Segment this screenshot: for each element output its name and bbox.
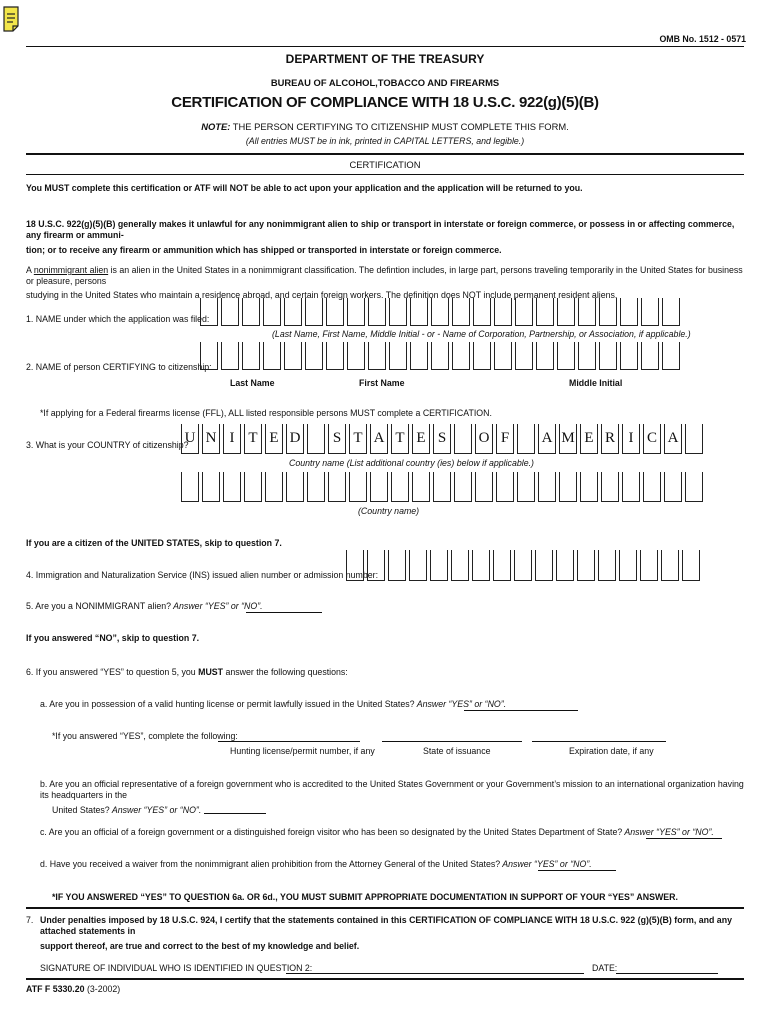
q6-label-a: 6. If you answered “YES” to question 5, you bbox=[26, 667, 199, 677]
q6b-label bbox=[40, 779, 750, 816]
q3-label: 3. What is your COUNTRY of citizenship? bbox=[26, 440, 189, 450]
char-box[interactable]: N bbox=[202, 424, 220, 454]
q7-number: 7. bbox=[26, 915, 34, 925]
char-box[interactable] bbox=[284, 298, 302, 326]
char-box[interactable]: A bbox=[538, 424, 556, 454]
char-box[interactable] bbox=[494, 342, 512, 370]
char-box[interactable] bbox=[307, 472, 325, 502]
char-box[interactable] bbox=[622, 472, 640, 502]
char-box[interactable] bbox=[515, 342, 533, 370]
q6a-answer-hint: Answer “YES” or “NO”. bbox=[414, 699, 507, 709]
ffl-note: *If applying for a Federal firearms license (FFL), ALL listed responsible persons MUST complete a CERTIFICATION. bbox=[40, 408, 492, 418]
form-number bbox=[26, 984, 120, 994]
char-box[interactable] bbox=[620, 342, 638, 370]
q6a-answer-field[interactable] bbox=[464, 700, 578, 711]
char-box[interactable] bbox=[682, 550, 700, 581]
rule-section-top bbox=[26, 153, 744, 155]
char-box[interactable] bbox=[307, 424, 325, 454]
q6d-answer-field[interactable] bbox=[538, 860, 616, 871]
definition-line-2: studying in the United States who maintain a residence abroad, and certain foreign workers. The definition does NOT include permanent resident aliens. bbox=[26, 290, 618, 300]
char-box[interactable] bbox=[473, 298, 491, 326]
rule-section-bottom bbox=[26, 174, 744, 175]
char-box[interactable] bbox=[578, 298, 596, 326]
char-box[interactable] bbox=[559, 472, 577, 502]
char-box[interactable] bbox=[367, 550, 385, 581]
char-box[interactable] bbox=[286, 472, 304, 502]
char-box[interactable] bbox=[452, 298, 470, 326]
char-box[interactable] bbox=[454, 424, 472, 454]
q6a-label bbox=[40, 699, 506, 709]
char-box[interactable]: A bbox=[370, 424, 388, 454]
char-box[interactable]: U bbox=[181, 424, 199, 454]
char-box[interactable]: E bbox=[412, 424, 430, 454]
char-box[interactable] bbox=[452, 342, 470, 370]
char-box[interactable] bbox=[451, 550, 469, 581]
char-box[interactable] bbox=[368, 298, 386, 326]
char-box[interactable]: I bbox=[223, 424, 241, 454]
rule-q7 bbox=[26, 907, 744, 909]
char-box[interactable] bbox=[577, 550, 595, 581]
char-box[interactable] bbox=[494, 298, 512, 326]
q6b-answer-hint: Answer “YES” or “NO”. bbox=[109, 805, 202, 815]
form-revision: (3-2002) bbox=[84, 984, 121, 994]
q6-label-must: MUST bbox=[198, 667, 224, 677]
char-box[interactable] bbox=[601, 472, 619, 502]
char-box[interactable] bbox=[641, 298, 659, 326]
q1-label: 1. NAME under which the application was filed: bbox=[26, 314, 210, 324]
q3-additional-country-boxes[interactable] bbox=[181, 472, 706, 502]
char-box[interactable]: E bbox=[265, 424, 283, 454]
q5-question: 5. Are you a NONIMMIGRANT alien? bbox=[26, 601, 172, 611]
q6d-answer-hint: Answer “YES” or “NO”. bbox=[500, 859, 592, 869]
q4-alien-number-boxes[interactable] bbox=[346, 550, 703, 581]
char-box[interactable] bbox=[200, 298, 218, 326]
char-box[interactable] bbox=[496, 472, 514, 502]
char-box[interactable] bbox=[223, 472, 241, 502]
signature-label: SIGNATURE OF INDIVIDUAL WHO IS IDENTIFIED IN QUESTION 2: bbox=[40, 963, 313, 973]
char-box[interactable] bbox=[221, 342, 239, 370]
form-id: ATF F 5330.20 bbox=[26, 984, 85, 994]
char-box[interactable] bbox=[580, 472, 598, 502]
char-box[interactable] bbox=[410, 342, 428, 370]
q2-last-name: Last Name bbox=[230, 378, 275, 388]
char-box[interactable] bbox=[599, 342, 617, 370]
char-box[interactable] bbox=[221, 298, 239, 326]
bottom-rule bbox=[26, 978, 744, 980]
char-box[interactable] bbox=[326, 298, 344, 326]
char-box[interactable] bbox=[412, 472, 430, 502]
top-rule bbox=[26, 46, 744, 47]
char-box[interactable]: F bbox=[496, 424, 514, 454]
note-label: NOTE: bbox=[201, 121, 231, 132]
char-box[interactable] bbox=[619, 550, 637, 581]
char-box[interactable] bbox=[641, 342, 659, 370]
entries-note: (All entries MUST be in ink, printed in CAPITAL LETTERS, and legible.) bbox=[245, 136, 525, 146]
state-of-issuance-field[interactable] bbox=[382, 731, 522, 742]
definition-term: nonimmigrant alien bbox=[33, 265, 109, 275]
expiration-date-field[interactable] bbox=[532, 731, 666, 742]
char-box[interactable] bbox=[514, 550, 532, 581]
char-box[interactable] bbox=[640, 550, 658, 581]
q2-label: 2. NAME of person CERTIFYING to citizenship: bbox=[26, 362, 212, 372]
char-box[interactable] bbox=[517, 472, 535, 502]
char-box[interactable]: I bbox=[622, 424, 640, 454]
char-box[interactable] bbox=[430, 550, 448, 581]
char-box[interactable] bbox=[454, 472, 472, 502]
char-box[interactable] bbox=[536, 298, 554, 326]
char-box[interactable] bbox=[389, 342, 407, 370]
q3-hint-2: (Country name) bbox=[358, 506, 420, 516]
char-box[interactable] bbox=[662, 298, 680, 326]
definition-rest: is an alien in the United States in a nonimmigrant classification. The defintion includes, in large part, persons traveling temporarily in the United States for business or pleasure, persons bbox=[26, 265, 743, 286]
char-box[interactable] bbox=[410, 298, 428, 326]
q6b-line-1: b. Are you an official representative of a foreign government who is accredited to the United States Government or your Government’s mission to an international organization having its headquarters in the bbox=[40, 779, 744, 800]
char-box[interactable] bbox=[200, 342, 218, 370]
q6d-question: d. Have you received a waiver from the nonimmigrant alien prohibition from the Attorney General of the United States? bbox=[40, 859, 501, 869]
char-box[interactable]: C bbox=[643, 424, 661, 454]
char-box[interactable] bbox=[685, 472, 703, 502]
q6c-label bbox=[40, 827, 714, 837]
char-box[interactable]: T bbox=[244, 424, 262, 454]
char-box[interactable]: A bbox=[664, 424, 682, 454]
expiration-date-label: Expiration date, if any bbox=[569, 746, 654, 756]
q2-middle-initial: Middle Initial bbox=[569, 378, 623, 388]
q3-hint: Country name (List additional country (ies) below if applicable.) bbox=[289, 458, 534, 468]
char-box[interactable]: O bbox=[475, 424, 493, 454]
definition-a: A bbox=[26, 265, 34, 275]
char-box[interactable] bbox=[620, 298, 638, 326]
q6-label-b: answer the following questions: bbox=[223, 667, 348, 677]
q6a-question: a. Are you in possession of a valid hunting license or permit lawfully issued in the United States? bbox=[40, 699, 415, 709]
q6b-question-end: United States? bbox=[52, 805, 110, 815]
char-box[interactable] bbox=[242, 298, 260, 326]
char-box[interactable]: R bbox=[601, 424, 619, 454]
char-box[interactable] bbox=[538, 472, 556, 502]
q6c-answer-hint: Answer “YES” or “NO”. bbox=[622, 827, 714, 837]
q6a-yes-complete: *If you answered “YES”, complete the following: bbox=[52, 731, 238, 741]
char-box[interactable] bbox=[391, 472, 409, 502]
char-box[interactable] bbox=[433, 472, 451, 502]
char-box[interactable] bbox=[557, 298, 575, 326]
char-box[interactable] bbox=[346, 550, 364, 581]
char-box[interactable] bbox=[664, 472, 682, 502]
department-title: DEPARTMENT OF THE TREASURY bbox=[285, 52, 485, 66]
law-text bbox=[26, 219, 746, 256]
char-box[interactable]: S bbox=[433, 424, 451, 454]
q6c-answer-field[interactable] bbox=[646, 828, 722, 839]
char-box[interactable]: T bbox=[349, 424, 367, 454]
q5-label bbox=[26, 601, 263, 611]
char-box[interactable] bbox=[305, 342, 323, 370]
char-box[interactable] bbox=[475, 472, 493, 502]
char-box[interactable] bbox=[368, 342, 386, 370]
char-box[interactable] bbox=[347, 342, 365, 370]
char-box[interactable] bbox=[244, 472, 262, 502]
char-box[interactable]: M bbox=[559, 424, 577, 454]
char-box[interactable] bbox=[535, 550, 553, 581]
char-box[interactable] bbox=[598, 550, 616, 581]
q1-name-boxes[interactable] bbox=[200, 298, 683, 326]
q5-answer-field[interactable] bbox=[246, 602, 322, 613]
must-complete-text: You MUST complete this certification or ATF will NOT be able to act upon your application and the application will be returned to you. bbox=[26, 183, 583, 193]
char-box[interactable] bbox=[284, 342, 302, 370]
form-note bbox=[26, 121, 744, 132]
char-box[interactable] bbox=[202, 472, 220, 502]
char-box[interactable] bbox=[515, 298, 533, 326]
date-label: DATE: bbox=[592, 963, 618, 973]
char-box[interactable]: S bbox=[328, 424, 346, 454]
q3-country-boxes[interactable] bbox=[181, 424, 706, 454]
q7-statement bbox=[40, 915, 750, 952]
char-box[interactable] bbox=[473, 342, 491, 370]
char-box[interactable] bbox=[556, 550, 574, 581]
char-box[interactable]: D bbox=[286, 424, 304, 454]
state-of-issuance-label: State of issuance bbox=[423, 746, 491, 756]
q4-label: 4. Immigration and Naturalization Service (INS) issued alien number or admission number: bbox=[26, 570, 379, 580]
law-line-1: 18 U.S.C. 922(g)(5)(B) generally makes it unlawful for any nonimmigrant alien to ship or transport in interstate or foreign commerce, or possess in or affecting commerce, any firearm or ammuni- bbox=[26, 219, 735, 240]
q7-line-1: Under penalties imposed by 18 U.S.C. 924, I certify that the statements contained in this CERTIFICATION OF COMPLIANCE WITH 18 U.S.C. 922 (g)(5)(B) form, and any attached statements in bbox=[40, 915, 732, 936]
char-box[interactable] bbox=[305, 298, 323, 326]
char-box[interactable] bbox=[263, 298, 281, 326]
q7-line-2: support thereof, are true and correct to the best of my knowledge and belief. bbox=[40, 941, 360, 951]
law-line-2: tion; or to receive any firearm or ammunition which has shipped or transported in interstate or foreign commerce. bbox=[26, 245, 502, 255]
q6b-line-2 bbox=[40, 805, 750, 816]
q2-first-name: First Name bbox=[359, 378, 405, 388]
note-icon[interactable] bbox=[3, 6, 19, 32]
char-box[interactable] bbox=[328, 472, 346, 502]
char-box[interactable] bbox=[685, 424, 703, 454]
definition-text bbox=[26, 265, 746, 301]
skip-to-7-text: If you are a citizen of the UNITED STATES, skip to question 7. bbox=[26, 538, 282, 548]
char-box[interactable] bbox=[643, 472, 661, 502]
char-box[interactable] bbox=[242, 342, 260, 370]
char-box[interactable] bbox=[493, 550, 511, 581]
char-box[interactable]: E bbox=[580, 424, 598, 454]
bureau-title: BUREAU OF ALCOHOL,TOBACCO AND FIREARMS bbox=[270, 77, 500, 88]
q5-answer-hint: Answer “YES” or “NO”. bbox=[171, 601, 263, 611]
char-box[interactable] bbox=[599, 298, 617, 326]
omb-number: OMB No. 1512 - 0571 bbox=[659, 34, 746, 44]
char-box[interactable] bbox=[388, 550, 406, 581]
char-box[interactable] bbox=[661, 550, 679, 581]
q2-name-boxes[interactable] bbox=[200, 342, 683, 370]
char-box[interactable] bbox=[326, 342, 344, 370]
char-box[interactable] bbox=[431, 342, 449, 370]
char-box[interactable] bbox=[349, 472, 367, 502]
date-field[interactable] bbox=[616, 963, 718, 974]
char-box[interactable] bbox=[370, 472, 388, 502]
char-box[interactable] bbox=[409, 550, 427, 581]
q6d-label bbox=[40, 859, 592, 869]
q6-label bbox=[26, 667, 348, 677]
char-box[interactable] bbox=[347, 298, 365, 326]
hunting-license-field[interactable] bbox=[218, 731, 360, 742]
signature-field[interactable] bbox=[286, 963, 584, 974]
char-box[interactable] bbox=[517, 424, 535, 454]
char-box[interactable] bbox=[265, 472, 283, 502]
char-box[interactable] bbox=[557, 342, 575, 370]
q6c-question: c. Are you an official of a foreign government or a distinguished foreign visitor who has been so designated by the United States Department of State? bbox=[40, 827, 623, 837]
q6-warning: *IF YOU ANSWERED “YES” TO QUESTION 6a. OR 6d., YOU MUST SUBMIT APPROPRIATE DOCUMENTATION IN SUPPORT OF YOUR “YES” ANSWER. bbox=[52, 892, 678, 902]
char-box[interactable] bbox=[662, 342, 680, 370]
skip-no-text: If you answered “NO”, skip to question 7. bbox=[26, 633, 200, 643]
q1-hint: (Last Name, First Name, Middle Initial - or - Name of Corporation, Partnership, or Association, if applicable.) bbox=[272, 329, 691, 339]
hunting-license-label: Hunting license/permit number, if any bbox=[230, 746, 375, 756]
char-box[interactable] bbox=[578, 342, 596, 370]
char-box[interactable] bbox=[181, 472, 199, 502]
q6b-answer-field[interactable] bbox=[204, 803, 266, 814]
char-box[interactable] bbox=[536, 342, 554, 370]
char-box[interactable]: T bbox=[391, 424, 409, 454]
section-title: CERTIFICATION bbox=[349, 159, 421, 170]
form-title: CERTIFICATION OF COMPLIANCE WITH 18 U.S.C. 922(g)(5)(B) bbox=[171, 94, 599, 111]
char-box[interactable] bbox=[263, 342, 281, 370]
note-text: THE PERSON CERTIFYING TO CITIZENSHIP MUST COMPLETE THIS FORM. bbox=[230, 121, 569, 132]
char-box[interactable] bbox=[389, 298, 407, 326]
definition-line-1 bbox=[26, 265, 746, 287]
char-box[interactable] bbox=[472, 550, 490, 581]
char-box[interactable] bbox=[431, 298, 449, 326]
